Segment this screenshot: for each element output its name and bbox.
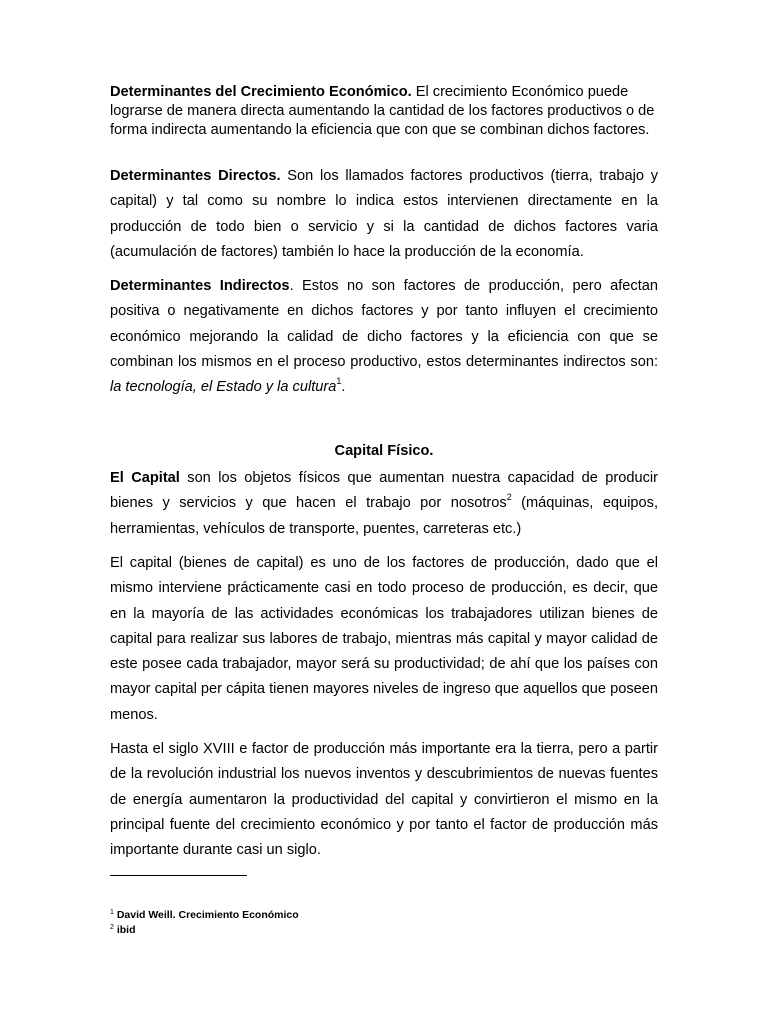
footnote-number: 2 bbox=[110, 923, 114, 931]
paragraph-end: . bbox=[341, 379, 346, 396]
paragraph-determinantes-indirectos bbox=[110, 274, 658, 400]
footnote-text: ibid bbox=[113, 924, 136, 936]
italic-list: la tecnología, el Estado y la cultura bbox=[110, 379, 337, 396]
footnote-ref-1[interactable]: 1 bbox=[336, 376, 342, 387]
footnote-1 bbox=[110, 908, 299, 922]
paragraph-determinantes-crecimiento bbox=[110, 83, 658, 140]
paragraph-siglo-xviii: Hasta el siglo XVIII e factor de producción más importante era la tierra, pero a partir de la revolución industrial los nuevos inventos y descubrimientos de nuevas fuentes de energía aumentaron la productividad del capital y convirtieron el mismo en la principal fuente del crecimiento económico y por tanto el factor de producción más importante durante casi un siglo. bbox=[110, 741, 658, 859]
footnote-text: David Weill. Crecimiento Económico bbox=[113, 909, 299, 921]
footnote-2 bbox=[110, 923, 136, 937]
term-determinantes-directos: Determinantes Directos. bbox=[110, 168, 281, 184]
term-determinantes-crecimiento: Determinantes del Crecimiento Económico. bbox=[110, 84, 412, 100]
footnote-number: 1 bbox=[110, 908, 114, 916]
paragraph-determinantes-directos bbox=[110, 164, 658, 265]
paragraph-end: (máquinas, equipos, herramientas, vehículos de transporte, puentes, carreteras etc.) bbox=[110, 495, 658, 537]
paragraph-text: son los objetos físicos que aumentan nuestra capacidad de producir bienes y servicios y que hacen el trabajo por nosotros bbox=[110, 470, 658, 512]
section-heading-capital-fisico: Capital Físico. bbox=[334, 443, 434, 459]
paragraph-el-capital bbox=[110, 466, 658, 542]
paragraph-text: El crecimiento Económico puede lograrse de manera directa aumentando la cantidad de los factores productivos o de forma indirecta aumentando la eficiencia que con que se combinan dichos factores. bbox=[110, 84, 655, 138]
paragraph-text: . Estos no son factores de producción, pero afectan positiva o negativamente en dichos factores y por tanto influyen el crecimiento económico mejorando la calidad de dicho factores y la eficiencia con que se combinan los mismos en el proceso productivo, estos determinantes indirectos son: bbox=[110, 278, 658, 370]
term-el-capital: El Capital bbox=[110, 470, 180, 486]
footnote-ref-2[interactable]: 2 bbox=[506, 492, 512, 503]
paragraph-bienes-de-capital: El capital (bienes de capital) es uno de los factores de producción, dado que el mismo interviene prácticamente casi en todo proceso de producción, es decir, que en la mayoría de las actividades económicas los trabajadores utilizan bienes de capital para realizar sus labores de trabajo, mientras más capital y mayor calidad de este posee cada trabajador, mayor será su productividad; de ahí que los países con mayor capital per cápita tienen mayores niveles de ingreso que aquellos que poseen menos. bbox=[110, 555, 658, 723]
footnote-separator bbox=[110, 875, 247, 876]
term-determinantes-indirectos: Determinantes Indirectos bbox=[110, 278, 290, 294]
paragraph-text: Son los llamados factores productivos (tierra, trabajo y capital) y tal como su nombre lo indica estos intervienen directamente en la producción de todo bien o servicio y si la cantidad de dichos factores varia (acumulación de factores) también lo hace la producción de la economía. bbox=[110, 168, 658, 260]
